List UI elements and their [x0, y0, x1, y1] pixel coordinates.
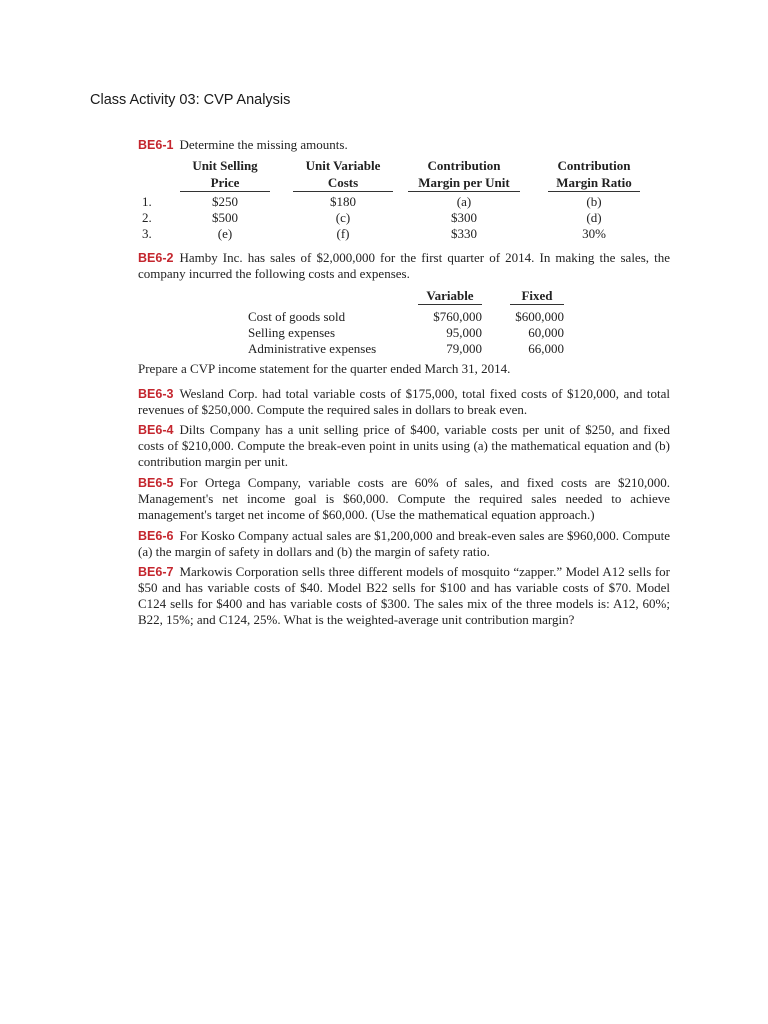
- header-variable: [418, 287, 482, 305]
- table-row: [138, 194, 670, 210]
- row-label: Cost of goods sold: [248, 309, 346, 324]
- row-number: 1.: [142, 194, 152, 209]
- be6-3-tag: BE6-3: [138, 387, 174, 401]
- be6-2-tag: BE6-2: [138, 251, 174, 265]
- be6-2-instruction: Prepare a CVP income statement for the quarter ended March 31, 2014.: [138, 361, 511, 376]
- cell-fixed: 66,000: [528, 341, 564, 356]
- row-label: Administrative expenses: [248, 341, 377, 356]
- header-line: Price: [180, 175, 270, 192]
- cell-fixed: 60,000: [528, 325, 564, 340]
- cell-cm-ratio: (d): [586, 210, 602, 225]
- table-row: [248, 309, 578, 325]
- header-line: Variable: [418, 288, 482, 305]
- cell-cm-ratio: (b): [586, 194, 602, 209]
- cell-variable: $760,000: [433, 309, 482, 324]
- cell-variable-cost: (c): [335, 210, 351, 225]
- header-line: Costs: [293, 175, 393, 192]
- header-line: Fixed: [510, 288, 564, 305]
- table-row: [138, 226, 670, 242]
- be6-2-text: Hamby Inc. has sales of $2,000,000 for the first quarter of 2014. In making the sales, the company incurred the following costs and expenses.: [138, 250, 670, 281]
- header-line: Margin Ratio: [548, 175, 640, 192]
- be6-1-prompt: [138, 137, 670, 153]
- be6-7-tag: BE6-7: [138, 565, 174, 579]
- be6-4-tag: BE6-4: [138, 423, 174, 437]
- header-line: Margin per Unit: [408, 175, 520, 192]
- cell-variable: 79,000: [446, 341, 482, 356]
- be6-7-prompt: [138, 564, 670, 628]
- cell-variable-cost: $180: [330, 194, 356, 209]
- cell-cm-unit: (a): [456, 194, 472, 209]
- header-line: Unit Variable: [305, 158, 381, 173]
- row-number: 3.: [142, 226, 152, 241]
- row-label: Selling expenses: [248, 325, 336, 340]
- be6-3-prompt: [138, 386, 670, 418]
- be6-4-prompt: [138, 422, 670, 470]
- header-line: Unit Selling: [192, 158, 258, 173]
- be6-6-tag: BE6-6: [138, 529, 174, 543]
- be6-6-prompt: [138, 528, 670, 560]
- cell-price: $500: [212, 210, 238, 225]
- header-unit-variable-costs: [293, 158, 393, 192]
- header-cm-per-unit: [408, 158, 520, 192]
- be6-4-text: Dilts Company has a unit selling price of $400, variable costs per unit of $250, and fixed costs of $210,000. Compute the break-even point in units using (a) the mathematical equation and (b) contribution margin per unit.: [138, 422, 670, 469]
- cell-cm-unit: $300: [451, 210, 477, 225]
- be6-2-prompt: [138, 250, 670, 282]
- cell-price: $250: [212, 194, 238, 209]
- header-unit-selling-price: [180, 158, 270, 192]
- table-row: [248, 325, 578, 341]
- page-title: Class Activity 03: CVP Analysis: [90, 92, 291, 108]
- be6-1-tag: BE6-1: [138, 138, 174, 152]
- table-row: [138, 210, 670, 226]
- be6-1-instruction: Determine the missing amounts.: [179, 137, 348, 152]
- cell-cm-ratio: 30%: [582, 226, 606, 241]
- be6-5-prompt: [138, 475, 670, 523]
- header-cm-ratio: [548, 158, 640, 192]
- be6-5-tag: BE6-5: [138, 476, 174, 490]
- be6-7-text: Markowis Corporation sells three different models of mosquito “zapper.” Model A12 sells for $50 and has variable costs of $40. Model B22 sells for $100 and has variable costs of $70. Model C124 sells for $400 and has variable costs of $300. The sales mix of the three models is: A12, 60%; B22, 15%; and C124, 25%. What is the weighted-average unit contribution margin?: [138, 564, 670, 627]
- be6-5-text: For Ortega Company, variable costs are 60% of sales, and fixed costs are $210,000. Management's net income goal is $60,000. Compute the required sales needed to achieve management's target net income of $60,000. (Use the mathematical equation approach.): [138, 475, 670, 522]
- cell-cm-unit: $330: [451, 226, 477, 241]
- cell-variable: 95,000: [446, 325, 482, 340]
- header-fixed: [510, 287, 564, 305]
- be6-6-text: For Kosko Company actual sales are $1,200,000 and break-even sales are $960,000. Compute (a) the margin of safety in dollars and (b) the margin of safety ratio.: [138, 528, 670, 559]
- header-line: Contribution: [557, 158, 631, 173]
- cell-variable-cost: (f): [336, 226, 350, 241]
- be6-3-text: Wesland Corp. had total variable costs of $175,000, total fixed costs of $120,000, and total revenues of $250,000. Compute the required sales in dollars to break even.: [138, 386, 670, 417]
- table-row: [248, 341, 578, 357]
- cell-fixed: $600,000: [515, 309, 564, 324]
- cell-price: (e): [217, 226, 233, 241]
- header-line: Contribution: [427, 158, 501, 173]
- row-number: 2.: [142, 210, 152, 225]
